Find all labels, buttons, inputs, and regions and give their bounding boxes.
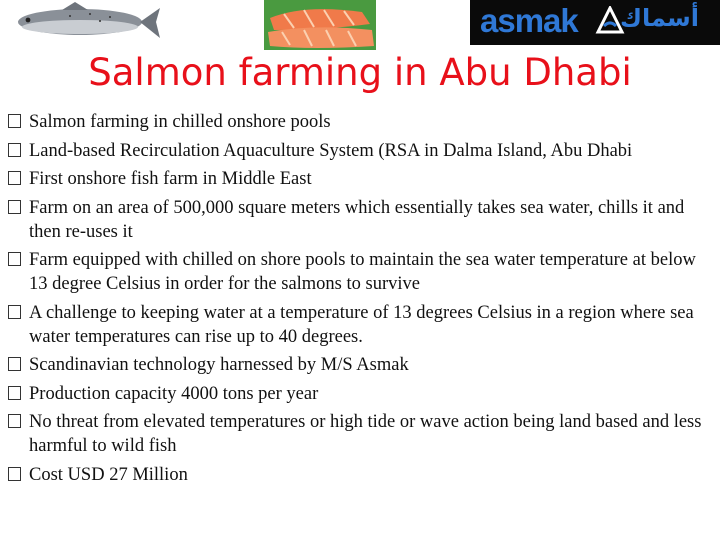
page-title: Salmon farming in Abu Dhabi <box>88 51 632 94</box>
bullet-text: Land-based Recirculation Aquaculture System (RSA in Dalma Island, Abu Dhabi <box>29 140 633 161</box>
square-bullet-icon <box>8 305 21 319</box>
list-item <box>8 301 713 349</box>
square-bullet-icon <box>8 467 21 481</box>
square-bullet-icon <box>8 357 21 371</box>
logo-arabic-text: أسماك <box>620 4 699 32</box>
salmon-fish-image <box>0 0 160 46</box>
list-item <box>8 410 713 458</box>
logo-latin-text: asmak <box>480 2 578 39</box>
square-bullet-icon <box>8 386 21 400</box>
square-bullet-icon <box>8 200 21 214</box>
bullet-text: A challenge to keeping water at a temperature of 13 degrees Celsius in a region where sea water temperatures can rise up to 40 degrees. <box>29 302 694 347</box>
square-bullet-icon <box>8 114 21 128</box>
list-item <box>8 382 713 406</box>
list-item <box>8 167 713 191</box>
list-item <box>8 110 713 134</box>
bullet-list <box>8 110 713 491</box>
square-bullet-icon <box>8 143 21 157</box>
list-item <box>8 196 713 244</box>
bullet-text: Scandinavian technology harnessed by M/S Asmak <box>29 355 409 375</box>
list-item <box>8 463 713 487</box>
bullet-text: Cost USD 27 Million <box>29 464 188 485</box>
square-bullet-icon <box>8 252 21 266</box>
square-bullet-icon <box>8 171 21 185</box>
list-item <box>8 353 713 377</box>
bullet-text: First onshore fish farm in Middle East <box>29 169 312 189</box>
list-item <box>8 248 713 296</box>
bullet-text: Salmon farming in chilled onshore pools <box>29 112 331 132</box>
square-bullet-icon <box>8 414 21 428</box>
list-item <box>8 139 713 163</box>
bullet-text: No threat from elevated temperatures or high tide or wave action being land based and less harmful to wild fish <box>29 412 702 456</box>
header-strip <box>0 0 720 46</box>
bullet-text: Production capacity 4000 tons per year <box>29 383 319 404</box>
bullet-text: Farm equipped with chilled on shore pools to maintain the sea water temperature at below 13 degree Celsius in order for the salmons to survive <box>29 250 696 294</box>
asmak-logo <box>470 0 720 45</box>
bullet-text: Farm on an area of 500,000 square meters which essentially takes sea water, chills it and then re-uses it <box>29 197 685 242</box>
salmon-fillet-image <box>264 0 376 50</box>
